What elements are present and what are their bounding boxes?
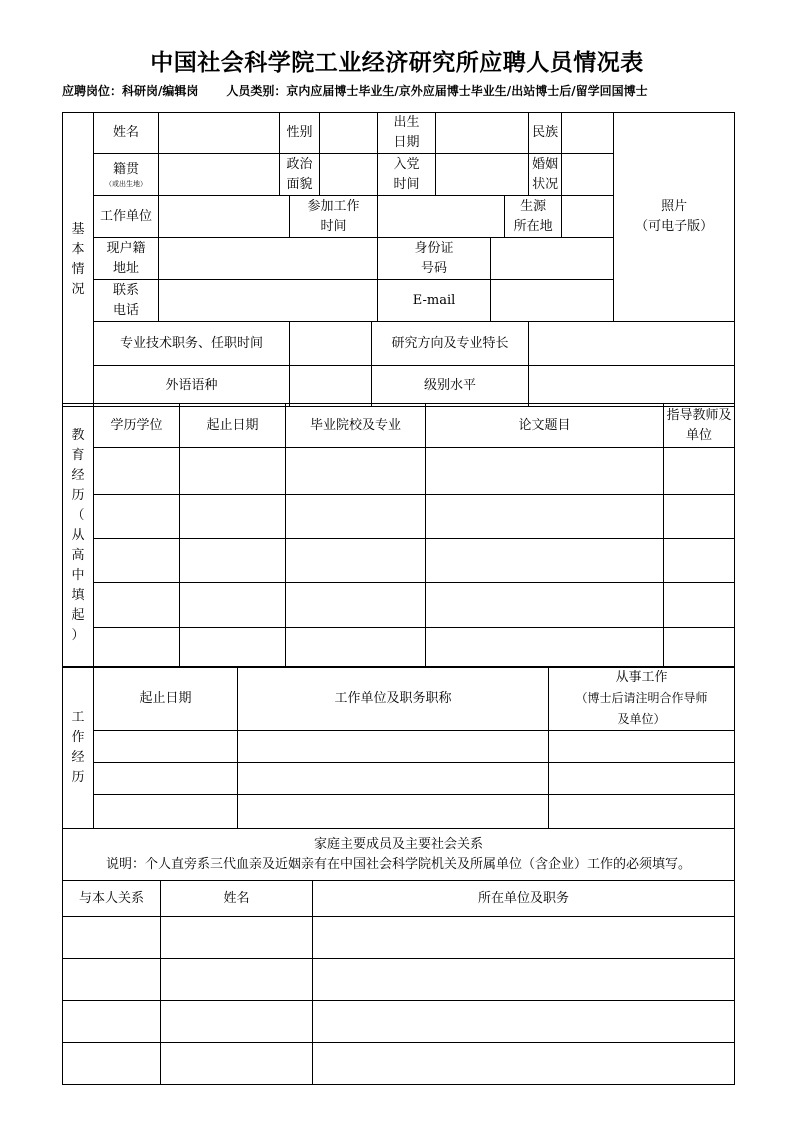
edu-col-degree: 学历学位 — [94, 404, 180, 448]
gender-field[interactable] — [320, 113, 378, 154]
research-label: 研究方向及专业特长 — [372, 322, 529, 366]
family-cell[interactable] — [161, 1001, 313, 1043]
family-header — [63, 829, 735, 881]
level-field[interactable] — [529, 366, 735, 407]
marital-label: 婚姻 状况 — [529, 154, 562, 196]
form-subheader — [62, 82, 752, 99]
edu-cell[interactable] — [94, 583, 180, 628]
tech-title-label: 专业技术职务、任职时间 — [94, 322, 290, 366]
table-row — [63, 795, 735, 829]
contact-field[interactable] — [159, 280, 378, 322]
edu-col-school: 毕业院校及专业 — [286, 404, 426, 448]
family-cell[interactable] — [313, 917, 735, 959]
section-education-label: 教 育 经 历 （ 从 高 中 填 起 ） — [63, 404, 94, 668]
hukou-field[interactable] — [159, 238, 378, 280]
political-field[interactable] — [320, 154, 378, 196]
table-row — [63, 917, 735, 959]
native-place-field[interactable] — [159, 154, 280, 196]
ethnicity-label: 民族 — [529, 113, 562, 154]
edu-cell[interactable] — [664, 495, 735, 539]
party-join-label: 入党 时间 — [378, 154, 436, 196]
edu-cell[interactable] — [286, 628, 426, 668]
table-row — [63, 1001, 735, 1043]
section-work-label: 工 作 经 历 — [63, 667, 94, 829]
edu-cell[interactable] — [180, 539, 286, 583]
edu-cell[interactable] — [426, 583, 664, 628]
table-row — [63, 1043, 735, 1085]
table-row — [63, 539, 735, 583]
family-cell[interactable] — [161, 959, 313, 1001]
photo-label: 照片 — [661, 199, 688, 214]
work-cell[interactable] — [549, 763, 735, 795]
position-label: 应聘岗位： — [62, 84, 123, 98]
work-cell[interactable] — [238, 731, 549, 763]
political-label: 政治 面貌 — [280, 154, 320, 196]
family-col-relation: 与本人关系 — [63, 881, 161, 917]
table-row — [63, 448, 735, 495]
tech-title-field[interactable] — [290, 322, 372, 366]
edu-col-dates: 起止日期 — [180, 404, 286, 448]
edu-cell[interactable] — [180, 448, 286, 495]
edu-cell[interactable] — [94, 495, 180, 539]
table-row — [63, 763, 735, 795]
edu-col-advisor: 指导教师及单位 — [664, 404, 735, 448]
research-field[interactable] — [529, 322, 735, 366]
edu-cell[interactable] — [180, 583, 286, 628]
ethnicity-field[interactable] — [562, 113, 614, 154]
family-cell[interactable] — [161, 1043, 313, 1085]
hukou-label: 现户籍 地址 — [94, 238, 159, 280]
family-cell[interactable] — [63, 1001, 161, 1043]
native-place-label: 籍贯 （或出生地） — [94, 154, 159, 196]
marital-field[interactable] — [562, 154, 614, 196]
education-table — [62, 403, 735, 668]
edu-cell[interactable] — [94, 448, 180, 495]
contact-label: 联系 电话 — [94, 280, 159, 322]
name-field[interactable] — [159, 113, 280, 154]
family-cell[interactable] — [63, 917, 161, 959]
edu-cell[interactable] — [286, 583, 426, 628]
email-label: E-mail — [378, 280, 491, 322]
position-value: 科研岗/编辑岗 — [122, 84, 199, 98]
basic-info-table — [62, 112, 735, 407]
work-unit-label: 工作单位 — [94, 196, 159, 238]
family-cell[interactable] — [313, 1043, 735, 1085]
section-basic-label: 基 本 情 况 — [63, 113, 94, 407]
edu-cell[interactable] — [664, 583, 735, 628]
edu-cell[interactable] — [426, 448, 664, 495]
family-cell[interactable] — [313, 1001, 735, 1043]
work-start-field[interactable] — [378, 196, 505, 238]
edu-cell[interactable] — [286, 495, 426, 539]
student-origin-label: 生源 所在地 — [505, 196, 562, 238]
id-number-field[interactable] — [491, 238, 735, 280]
category-value: 京内应届博士毕业生/京外应届博士毕业生/出站博士后/留学回国博士 — [286, 84, 648, 98]
birth-date-field[interactable] — [436, 113, 529, 154]
work-col-dates: 起止日期 — [94, 667, 238, 731]
work-cell[interactable] — [549, 731, 735, 763]
edu-cell[interactable] — [426, 539, 664, 583]
work-col-unit: 工作单位及职务职称 — [238, 667, 549, 731]
edu-cell[interactable] — [94, 539, 180, 583]
language-field[interactable] — [290, 366, 372, 407]
edu-cell[interactable] — [180, 628, 286, 668]
edu-cell[interactable] — [664, 628, 735, 668]
gender-label: 性别 — [280, 113, 320, 154]
photo-note: （可电子版） — [635, 219, 714, 234]
family-heading: 家庭主要成员及主要社会关系 — [313, 836, 483, 852]
family-cell[interactable] — [313, 959, 735, 1001]
work-table — [62, 666, 735, 829]
table-row — [63, 583, 735, 628]
family-cell[interactable] — [63, 959, 161, 1001]
family-cell[interactable] — [63, 1043, 161, 1085]
edu-cell[interactable] — [180, 495, 286, 539]
family-note: 说明：个人直旁系三代血亲及近姻亲有在中国社会科学院机关及所属单位（含企业）工作的必须填写。 — [105, 856, 691, 872]
table-row — [63, 495, 735, 539]
work-cell[interactable] — [94, 795, 238, 829]
table-row — [63, 959, 735, 1001]
edu-cell[interactable] — [286, 539, 426, 583]
edu-cell[interactable] — [664, 448, 735, 495]
name-label: 姓名 — [94, 113, 159, 154]
family-table — [62, 828, 735, 1085]
table-row — [63, 628, 735, 668]
email-field[interactable] — [491, 280, 735, 322]
edu-col-thesis: 论文题目 — [426, 404, 664, 448]
edu-cell[interactable] — [94, 628, 180, 668]
form-title: 中国社会科学院工业经济研究所应聘人员情况表 — [150, 49, 644, 76]
work-start-label: 参加工作 时间 — [290, 196, 378, 238]
work-cell[interactable] — [549, 795, 735, 829]
work-cell[interactable] — [94, 731, 238, 763]
edu-cell[interactable] — [664, 539, 735, 583]
work-unit-field[interactable] — [159, 196, 290, 238]
work-cell[interactable] — [94, 763, 238, 795]
party-join-field[interactable] — [436, 154, 529, 196]
work-cell[interactable] — [238, 763, 549, 795]
work-col-job: 从事工作 （博士后请注明合作导师 及单位） — [549, 667, 735, 731]
edu-cell[interactable] — [426, 495, 664, 539]
category-label: 人员类别： — [226, 84, 287, 98]
table-row — [63, 731, 735, 763]
family-col-name: 姓名 — [161, 881, 313, 917]
language-label: 外语语种 — [94, 366, 290, 407]
id-number-label: 身份证 号码 — [378, 238, 491, 280]
birth-date-label: 出生 日期 — [378, 113, 436, 154]
edu-cell[interactable] — [286, 448, 426, 495]
work-cell[interactable] — [238, 795, 549, 829]
family-cell[interactable] — [161, 917, 313, 959]
family-col-unit: 所在单位及职务 — [313, 881, 735, 917]
level-label: 级别水平 — [372, 366, 529, 407]
native-place-note: （或出生地） — [105, 180, 147, 188]
edu-cell[interactable] — [426, 628, 664, 668]
